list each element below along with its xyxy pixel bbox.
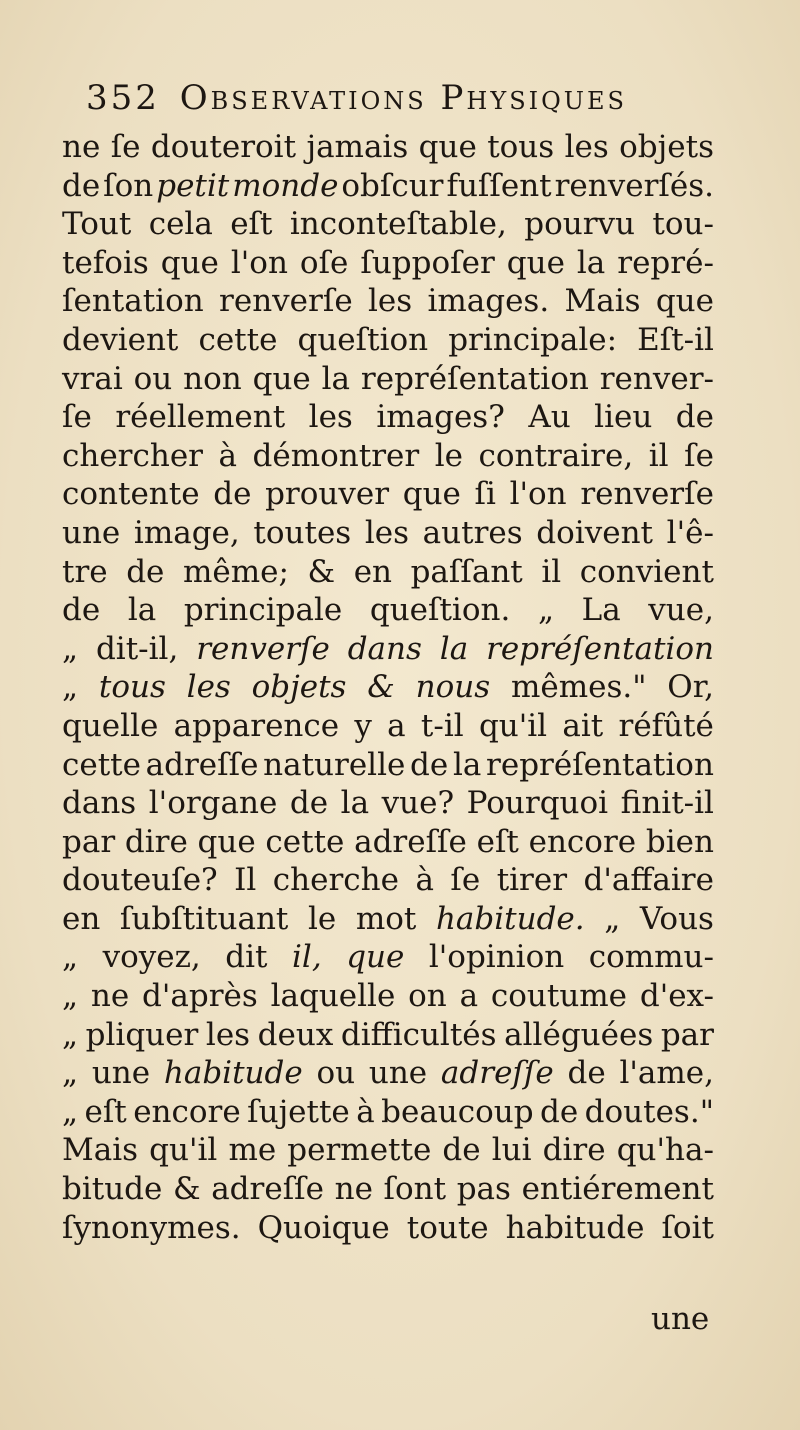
body-text: [62, 128, 714, 1247]
text-line: „ ne d'après laquelle on a coutume d'ex-: [62, 978, 714, 1015]
text-line: Tout cela eſt inconteſtable, pourvu tou-: [62, 206, 714, 243]
text-line: „ une habitude ou une adreſſe de l'ame,: [62, 1055, 714, 1092]
text-line: tefois que l'on oſe ſuppoſer que la repré-: [62, 244, 714, 281]
text-line: contente de prouver que ſi l'on renverſe: [62, 476, 714, 513]
running-title: Observations Physiques: [179, 78, 627, 118]
text-line: cette adreſſe naturelle de la repréſentation: [62, 746, 714, 783]
text-line: „ eſt encore ſujette à beaucoup de doutes.": [62, 1093, 714, 1130]
text-line: ſentation renverſe les images. Mais que: [62, 283, 714, 320]
text-line: ne ſe douteroit jamais que tous les objets: [62, 129, 714, 165]
text-line: bitude & adreſſe ne ſont pas entiérement: [62, 1171, 714, 1208]
text-line: „ tous les objets & nous mêmes." Or,: [62, 669, 714, 706]
text-line: „ voyez, dit il, que l'opinion commu-: [62, 939, 714, 976]
text-line: de ſon petit monde obſcur fuſſent renverſés.: [62, 167, 714, 204]
page-number: 352: [86, 78, 160, 118]
text-line: douteuſe? Il cherche à ſe tirer d'affaire: [62, 862, 714, 899]
catchword: une: [651, 1301, 710, 1337]
text-line: Mais qu'il me permette de lui dire qu'ha-: [62, 1132, 714, 1169]
text-line: „ dit-il, renverſe dans la repréſentation: [62, 630, 714, 667]
text-line: chercher à démontrer le contraire, il ſe: [62, 437, 714, 474]
text-line: quelle apparence y a t-il qu'il ait réfûté: [62, 707, 714, 744]
text-line: dans l'organe de la vue? Pourquoi finit-il: [62, 785, 714, 822]
running-head: [86, 78, 706, 124]
text-line: par dire que cette adreſſe eſt encore bien: [62, 823, 714, 860]
text-line: ſynonymes. Quoique toute habitude ſoit: [62, 1209, 714, 1246]
text-line: „ pliquer les deux difficultés alléguées par: [62, 1016, 714, 1053]
text-line: de la principale queſtion. „ La vue,: [62, 592, 714, 629]
text-line: tre de même; & en paſſant il convient: [62, 553, 714, 590]
text-line: vrai ou non que la repréſentation renver-: [62, 360, 714, 397]
text-line: une image, toutes les autres doivent l'ê-: [62, 514, 714, 551]
text-line: ſe réellement les images? Au lieu de: [62, 399, 714, 436]
text-line: en ſubſtituant le mot habitude. „ Vous: [62, 900, 714, 937]
text-line: devient cette queſtion principale: Eſt-il: [62, 321, 714, 358]
